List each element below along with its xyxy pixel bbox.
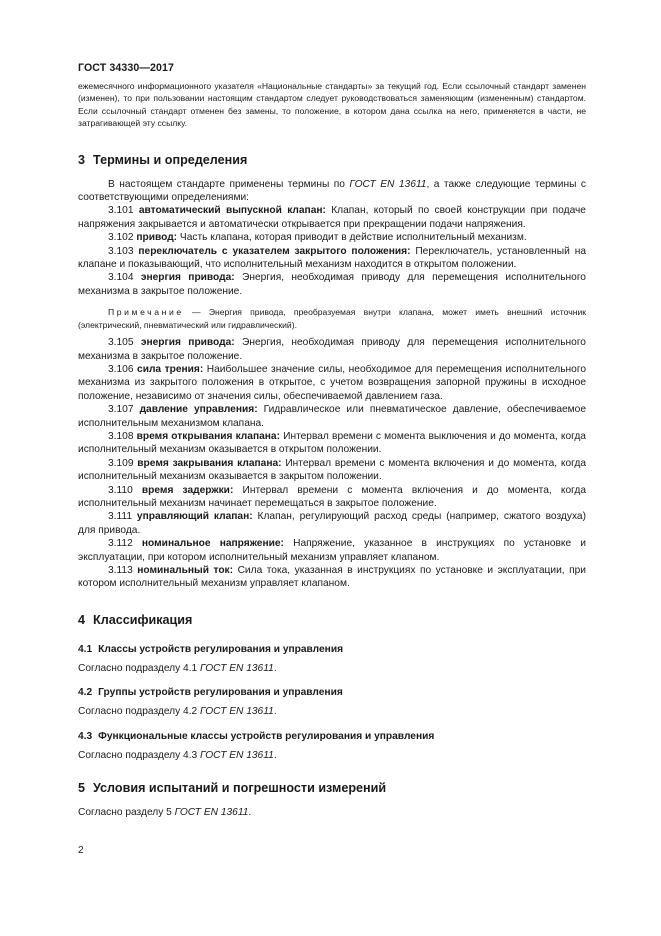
term-number: 3.105 xyxy=(108,337,134,349)
term-definition: Напряжение, указанное в инструкциях по установке и эксплуатации, при котором исполнительный механизм управляет клапаном. xyxy=(78,538,586,563)
term-number: 3.112 xyxy=(108,538,133,550)
term-definition: Гидравлическое или пневматическое давление, обеспечиваемое исполнительным механизмом клапана. xyxy=(78,404,586,429)
subsection-4-1-text xyxy=(78,662,586,675)
subsection-text-prefix: Согласно подразделу 4.2 xyxy=(78,706,201,718)
subsection-text-ref: ГОСТ EN 13611 xyxy=(200,706,274,718)
section-5-text xyxy=(78,806,586,819)
note-paragraph xyxy=(78,306,586,331)
section-4-number: 4 xyxy=(78,612,86,627)
term-item xyxy=(78,403,586,430)
term-item xyxy=(78,510,586,537)
term-item xyxy=(78,336,586,363)
term-item xyxy=(78,484,586,511)
section-5-text-suffix: . xyxy=(248,807,252,819)
term-item xyxy=(78,363,586,403)
page-content xyxy=(78,80,586,819)
subsection-4-1-heading xyxy=(78,644,586,655)
term-definition: Энергия, необходимая приводу для перемещения исполнительного механизма в закрытое положение. xyxy=(78,272,586,297)
section-3-title: Термины и определения xyxy=(93,152,248,167)
subsection-text-suffix: . xyxy=(273,749,277,761)
note-text: — Энергия привода, преобразуемая внутри клапана, может иметь внешний источник (электрический, пневматический или гидравлический). xyxy=(78,307,586,330)
term-number: 3.111 xyxy=(108,511,132,523)
section-3-heading xyxy=(78,153,586,167)
term-item xyxy=(78,204,586,231)
term-item xyxy=(78,231,586,244)
subsection-number: 4.1 xyxy=(78,643,93,655)
terms-list-b xyxy=(78,336,586,591)
term-name: энергия привода: xyxy=(140,337,235,349)
term-name: управляющий клапан: xyxy=(136,511,253,523)
term-number: 3.108 xyxy=(108,430,134,442)
section-4-heading xyxy=(78,613,586,627)
term-item xyxy=(78,537,586,564)
terms-list-a xyxy=(78,204,586,298)
term-number: 3.106 xyxy=(108,363,134,375)
subsection-text-suffix: . xyxy=(273,662,277,674)
term-name: давление управления: xyxy=(139,404,258,416)
subsection-text-suffix: . xyxy=(273,706,277,718)
subsection-number: 4.3 xyxy=(78,730,93,742)
term-definition: Наибольшее значение силы, необходимое для перемещения исполнительного механизма из закрытого положения в открытое, с учетом возвращения запорной пружины в исходное положение, независимо от значения силы, обеспечиваемой давлением газа. xyxy=(78,363,586,402)
subsection-title: Классы устройств регулирования и управления xyxy=(98,643,344,655)
section-3-intro-prefix: В настоящем стандарте применены термины по xyxy=(108,178,350,190)
section-5-text-ref: ГОСТ EN 13611 xyxy=(174,807,249,819)
term-definition: Интервал времени с момента включения и до момента, когда исполнительный механизм начинает перемещаться в закрытое положение. xyxy=(78,484,586,509)
section-3-intro-ref: ГОСТ EN 13611 xyxy=(349,178,427,190)
subsection-4-2-text xyxy=(78,705,586,718)
section-3-intro-suffix: , а также следующие термины с соответствующими определениями: xyxy=(78,178,586,204)
note-label: Примечание xyxy=(108,307,184,318)
page-number: 2 xyxy=(78,845,84,856)
term-definition: Клапан, который по своей конструкции при подаче напряжения закрывается и автоматически открывается при прекращении подачи напряжения. xyxy=(78,205,586,230)
term-definition: Переключатель, установленный на клапане и показывающий, что исполнительный механизм находится в открытом положении. xyxy=(78,245,586,271)
document-code-header: ГОСТ 34330—2017 xyxy=(78,62,175,74)
subsection-title: Функциональные классы устройств регулирования и управления xyxy=(98,730,435,742)
term-item xyxy=(78,245,586,272)
term-item xyxy=(78,457,586,484)
section-5-number: 5 xyxy=(78,781,86,796)
term-item xyxy=(78,564,586,591)
term-number: 3.103 xyxy=(108,245,134,257)
term-number: 3.109 xyxy=(108,457,134,469)
section-5-heading xyxy=(78,781,586,795)
subsection-text-prefix: Согласно подразделу 4.1 xyxy=(78,662,201,674)
term-item xyxy=(78,430,586,457)
term-number: 3.104 xyxy=(108,272,134,284)
term-name: время закрывания клапана: xyxy=(137,457,282,469)
section-3-intro xyxy=(78,178,586,205)
section-4-title: Классификация xyxy=(93,612,193,627)
subsection-4-3-text xyxy=(78,749,586,762)
term-number: 3.101 xyxy=(108,205,134,217)
subsection-title: Группы устройств регулирования и управления xyxy=(98,687,343,699)
term-definition: Клапан, регулирующий расход среды (например, сжатого воздуха) для привода. xyxy=(78,511,586,536)
section-5-text-prefix: Согласно разделу 5 xyxy=(78,807,175,819)
term-number: 3.113 xyxy=(108,565,133,576)
term-name: автоматический выпускной клапан: xyxy=(138,205,326,217)
term-number: 3.110 xyxy=(108,484,133,496)
term-name: переключатель с указателем закрытого положения: xyxy=(138,245,411,257)
term-name: привод: xyxy=(136,232,178,244)
term-definition: Часть клапана, которая приводит в действие исполнительный механизм. xyxy=(179,232,527,244)
term-name: сила трения: xyxy=(137,363,204,375)
term-item xyxy=(78,271,586,298)
term-number: 3.102 xyxy=(108,232,134,244)
intro-paragraph: ежемесячного информационного указателя «Национальные стандарты» за текущий год. Если ссылочный стандарт заменен (изменен), то при пользовании настоящим стандартом следует руководствоваться заменяющим (измененным) стандартом. Если ссылочный стандарт отменен без замены, то положение, в котором дана ссылка на него, применяется в части, не затрагивающей эту ссылку. xyxy=(78,81,586,129)
term-name: энергия привода: xyxy=(140,272,235,284)
term-number: 3.107 xyxy=(108,404,134,416)
subsection-4-3-heading xyxy=(78,731,586,742)
section-3-number: 3 xyxy=(78,152,86,167)
term-definition: Интервал времени с момента выключения и до момента, когда исполнительный механизм оказывается в открытом положении. xyxy=(78,430,586,456)
term-name: номинальное напряжение: xyxy=(141,538,284,550)
section-5-title: Условия испытаний и погрешности измерений xyxy=(93,781,387,796)
term-name: время открывания клапана: xyxy=(136,430,280,442)
subsection-text-prefix: Согласно подразделу 4.3 xyxy=(78,749,201,761)
term-name: номинальный ток: xyxy=(137,565,234,576)
term-definition: Сила тока, указанная в инструкциях по установке и эксплуатации, при котором исполнительный механизм управляет клапаном. xyxy=(78,565,586,590)
term-definition: Интервал времени с момента включения и до момента, когда исполнительный механизм оказывается в закрытом положении. xyxy=(78,457,586,483)
term-definition: Энергия, необходимая приводу для перемещения исполнительного механизма в закрытое положение. xyxy=(78,337,586,362)
subsection-number: 4.2 xyxy=(78,687,93,699)
subsection-text-ref: ГОСТ EN 13611 xyxy=(200,749,274,761)
term-name: время задержки: xyxy=(141,484,234,496)
subsection-4-2-heading xyxy=(78,687,586,698)
subsection-text-ref: ГОСТ EN 13611 xyxy=(200,662,274,674)
